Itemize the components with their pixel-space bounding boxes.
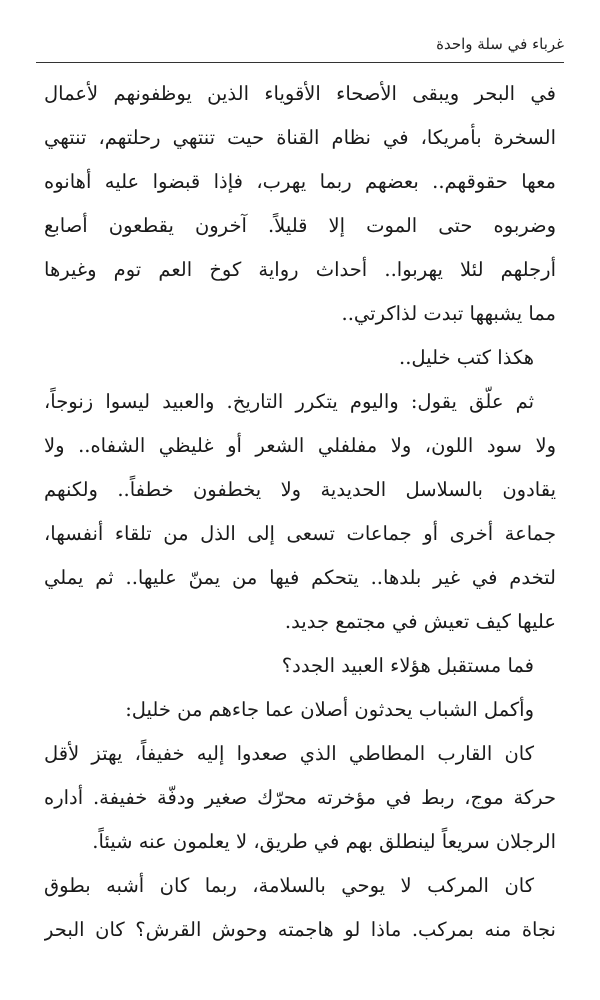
text-line: هكذا كتب خليل.. bbox=[399, 346, 534, 369]
text-line: وضربوه حتى الموت إلا قليلاً. آخرون يقطعون أصابع bbox=[44, 214, 556, 237]
text-line: حركة موج، ربط في مؤخرته محرّك صغير ودفّة خفيفة. أداره bbox=[44, 786, 556, 809]
header-rule bbox=[36, 62, 564, 63]
text-line: نجاة منه بمركب. ماذا لو هاجمته وحوش القرش؟ كان البحر bbox=[44, 918, 556, 941]
text-line: عليها كيف تعيش في مجتمع جديد. bbox=[284, 610, 556, 633]
text-line: لتخدم في غير بلدها.. يتحكم فيها من يمنّ عليها.. ثم يملي bbox=[44, 566, 556, 589]
text-line: الرجلان سريعاً لينطلق بهم في طريق، لا يعلمون عنه شيئاً. bbox=[92, 830, 556, 853]
text-line: في البحر ويبقى الأصحاء الأقوياء الذين يوظفونهم لأعمال bbox=[44, 82, 556, 105]
text-line: ولا سود اللون، ولا مفلفلي الشعر أو غليظي الشفاه.. ولا bbox=[44, 434, 556, 457]
text-line: كان القارب المطاطي الذي صعدوا إليه خفيفاً، يهتز لأقل bbox=[44, 742, 534, 765]
text-line: معها حقوقهم.. بعضهم ربما يهرب، فإذا قبضوا عليه أهانوه bbox=[44, 170, 556, 193]
text-line: جماعة أخرى أو جماعات تسعى إلى الذل من تلقاء أنفسها، bbox=[44, 522, 556, 545]
running-header: غرباء في سلة واحدة bbox=[436, 35, 564, 53]
text-line: مما يشبهها تبدت لذاكرتي.. bbox=[341, 302, 556, 325]
text-line: فما مستقبل هؤلاء العبيد الجدد؟ bbox=[281, 654, 534, 677]
text-line: ثم علّق يقول: واليوم يتكرر التاريخ. والعبيد ليسوا زنوجاً، bbox=[44, 390, 534, 413]
text-line: السخرة بأمريكا، في نظام القناة حيت تنتهي رحلتهم، تنتهي bbox=[44, 126, 556, 149]
text-line: يقادون بالسلاسل الحديدية ولا يخطفون خطفاً.. ولكنهم bbox=[44, 478, 556, 501]
body-text bbox=[44, 72, 556, 952]
text-line: أرجلهم لئلا يهربوا.. أحداث رواية كوخ العم توم وغيرها bbox=[44, 258, 556, 281]
text-line: كان المركب لا يوحي بالسلامة، ربما كان أشبه بطوق bbox=[44, 874, 534, 897]
text-line: وأكمل الشباب يحدثون أصلان عما جاءهم من خليل: bbox=[125, 698, 534, 721]
